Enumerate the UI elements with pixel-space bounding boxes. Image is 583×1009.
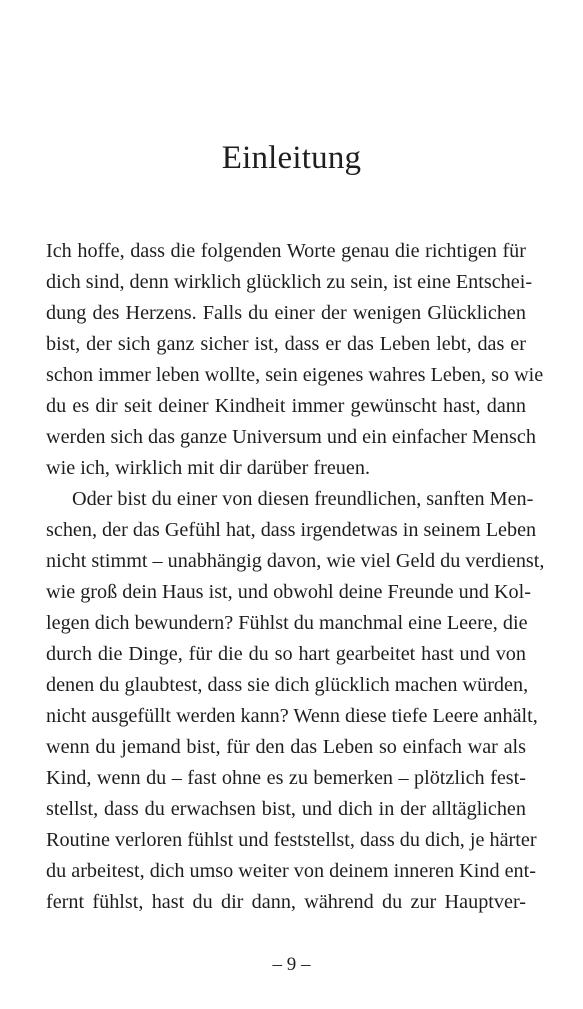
page-number: – 9 – [272, 954, 311, 975]
text-line: nicht ausgefüllt werden kann? Wenn diese tiefe Leere anhält, [46, 705, 538, 727]
text-line: fernt fühlst, hast du dir dann, während du zur Hauptver- [46, 891, 526, 913]
text-line: dung des Herzens. Falls du einer der wenigen Glücklichen [46, 302, 526, 324]
text-line: Oder bist du einer von diesen freundlichen, sanften Men- [72, 488, 534, 510]
paragraph [46, 236, 544, 484]
text-line: du es dir seit deiner Kindheit immer gewünscht hast, dann [46, 395, 526, 417]
text-line: dich sind, denn wirklich glücklich zu sein, ist eine Entschei- [46, 271, 533, 293]
text-line: werden sich das ganze Universum und ein einfacher Mensch [46, 426, 536, 448]
text-line: bist, der sich ganz sicher ist, dass er das Leben lebt, das er [46, 333, 526, 355]
text-line: stellst, dass du erwachsen bist, und dich in der alltäglichen [46, 798, 526, 820]
text-line: Routine verloren fühlst und feststellst, dass du dich, je härter [46, 829, 537, 851]
text-line: wie groß dein Haus ist, und obwohl deine Freunde und Kol- [46, 581, 531, 603]
body-text [46, 236, 545, 918]
text-line: legen dich bewundern? Fühlst du manchmal eine Leere, die [46, 612, 528, 634]
text-line: Ich hoffe, dass die folgenden Worte genau die richtigen für [46, 240, 526, 262]
text-line: du arbeitest, dich umso weiter von deinem inneren Kind ent- [46, 860, 536, 882]
text-line: nicht stimmt – unabhängig davon, wie viel Geld du verdienst, [46, 550, 545, 572]
text-line: wenn du jemand bist, für den das Leben so einfach war als [46, 736, 526, 758]
paragraph [46, 484, 545, 918]
text-line: Kind, wenn du – fast ohne es zu bemerken – plötzlich fest- [46, 767, 526, 789]
text-line: schon immer leben wollte, sein eigenes wahres Leben, so wie [46, 364, 544, 386]
text-line: schen, der das Gefühl hat, dass irgendetwas in seinem Leben [46, 519, 537, 541]
text-line: denen du glaubtest, dass sie dich glücklich machen würden, [46, 674, 529, 696]
chapter-title: Einleitung [221, 140, 362, 177]
text-line: durch die Dinge, für die du so hart gearbeitet hast und von [46, 643, 526, 665]
text-line: wie ich, wirklich mit dir darüber freuen. [46, 457, 371, 479]
